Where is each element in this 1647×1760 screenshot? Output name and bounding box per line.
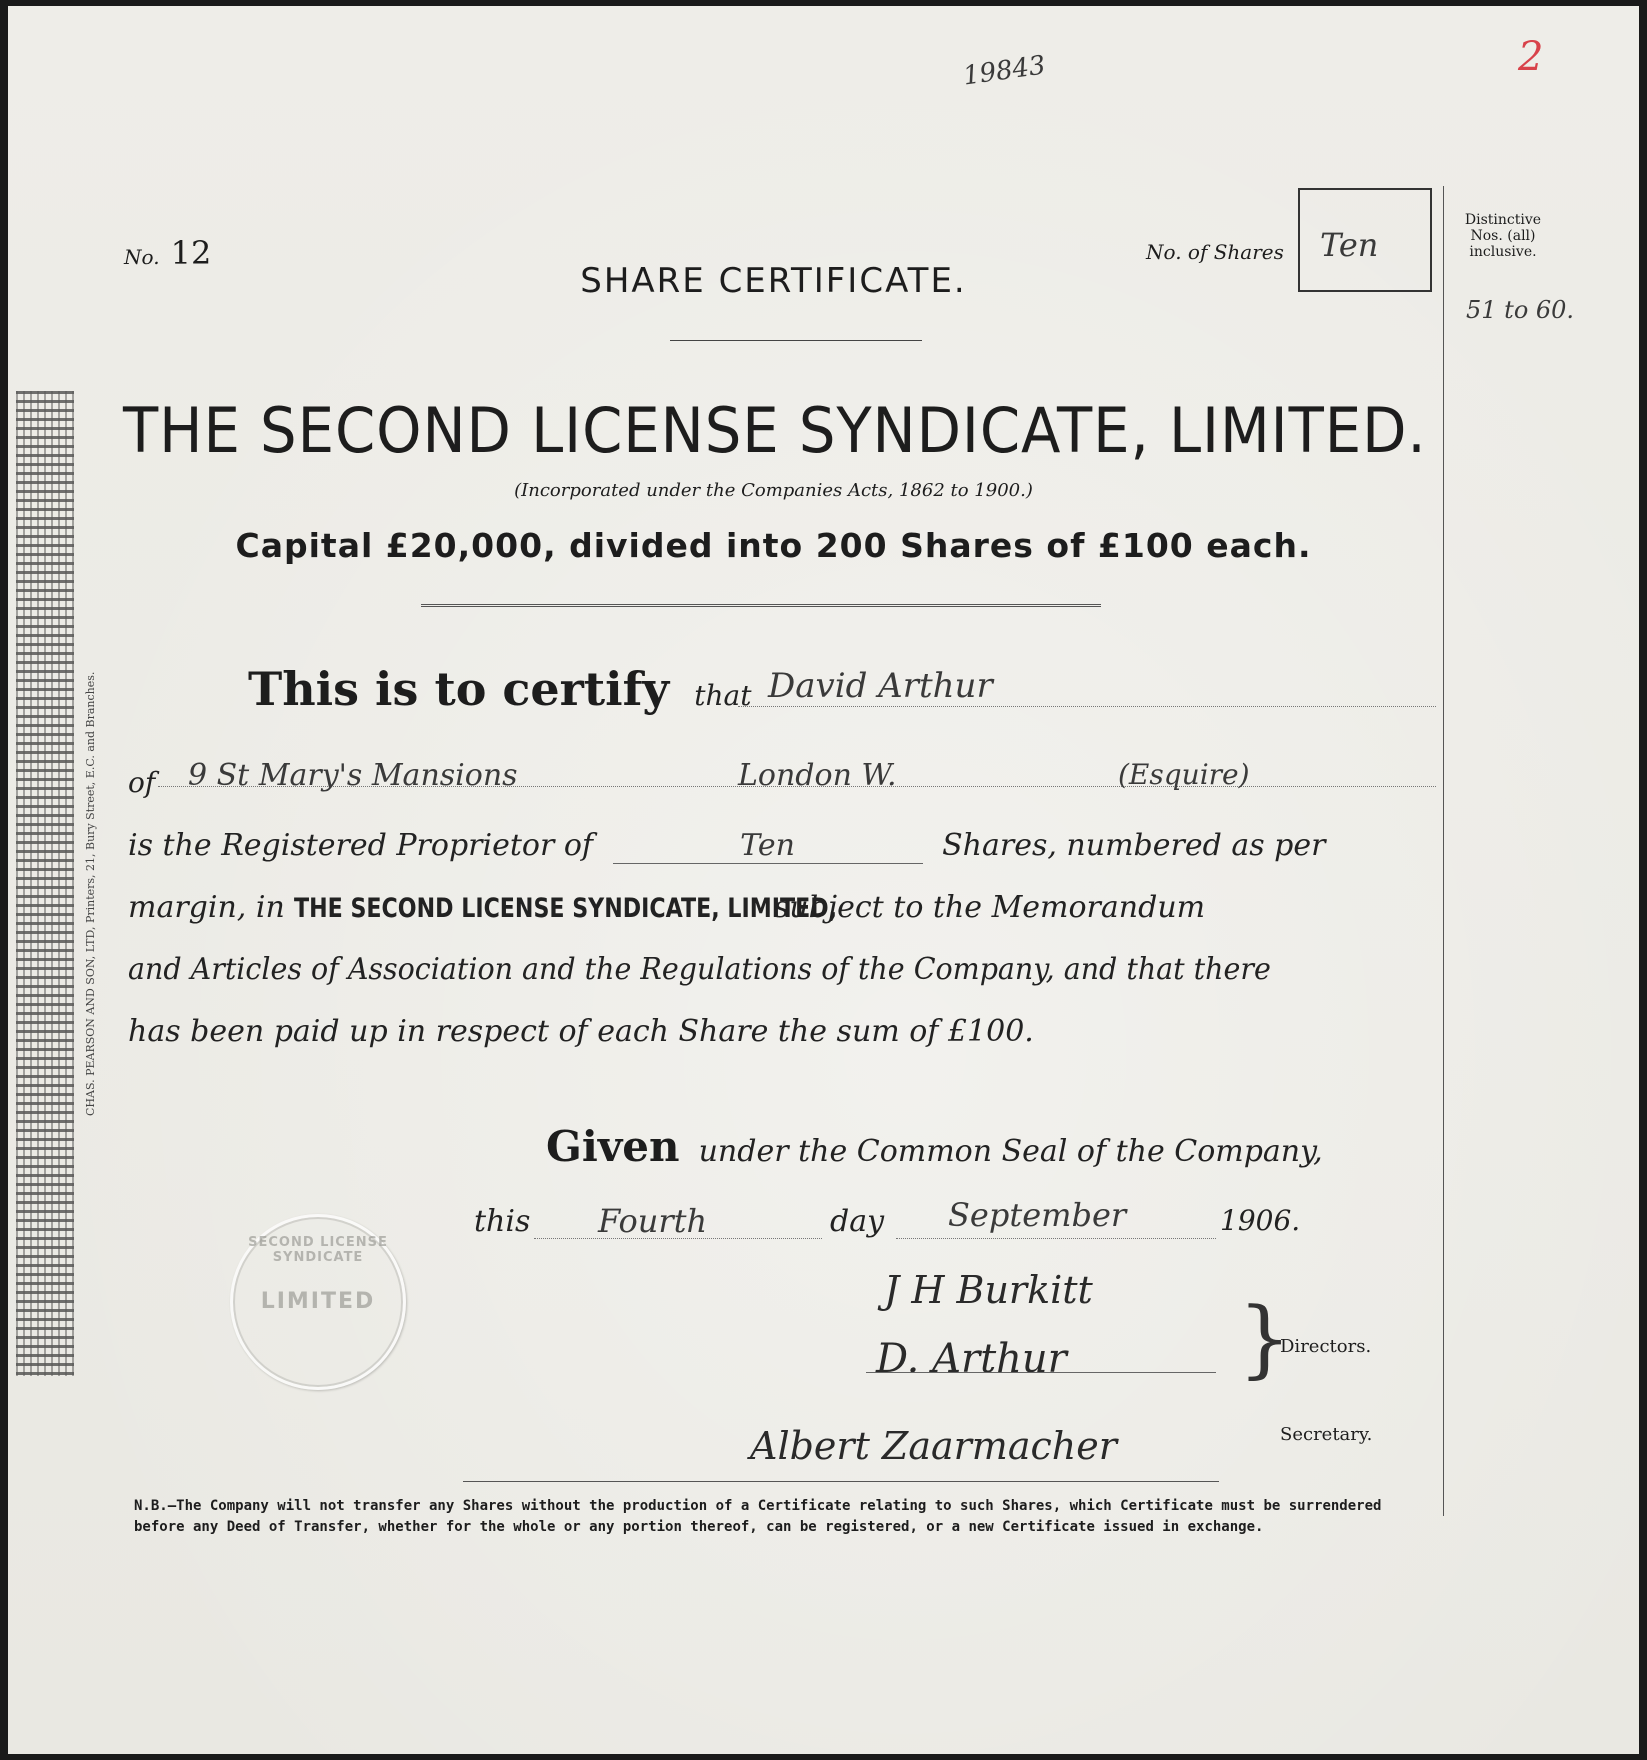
body-line-2-b: subject to the Memorandum [773, 890, 1206, 925]
body-company: THE SECOND LICENSE SYNDICATE, LIMITED, [294, 893, 838, 924]
body-line-2 [128, 890, 1448, 925]
director-signature-1: J H Burkitt [884, 1268, 1093, 1312]
heading-rule [670, 340, 922, 341]
certificate-heading: SHARE CERTIFICATE. [580, 261, 967, 301]
holder-city: London W. [738, 758, 897, 793]
printer-imprint: CHAS. PEARSON AND SON, LTD, Printers, 21, Bury Street, E.C. and Branches. [84, 671, 97, 1116]
year: 1906. [1220, 1204, 1301, 1237]
share-certificate [8, 6, 1639, 1754]
body-line-1-b: Shares, numbered as per [942, 828, 1326, 863]
secretary-label: Secretary. [1280, 1424, 1373, 1445]
capital-rule [421, 604, 1101, 607]
directors-brace: } [1238, 1289, 1292, 1387]
page-mark: 2 [1518, 34, 1544, 80]
shares-count-box [1298, 188, 1432, 292]
body-line-2-a: margin, in [128, 890, 285, 925]
month-value: September [948, 1196, 1127, 1234]
secretary-signature-rule [463, 1481, 1219, 1482]
company-seal [230, 1214, 406, 1390]
holder-address: 9 St Mary's Mansions [188, 758, 518, 793]
incorporation-note: (Incorporated under the Companies Acts, 1862 to 1900.) [514, 480, 1033, 501]
secretary-signature: Albert Zaarmacher [750, 1424, 1117, 1468]
month-line [896, 1238, 1216, 1239]
given-line [546, 1122, 1323, 1171]
distinctive-numbers-label: Distinctive Nos. (all) inclusive. [1464, 212, 1542, 260]
holder-title: (Esquire) [1118, 758, 1250, 791]
of-label: of [128, 766, 156, 799]
certificate-number-value: 12 [170, 234, 212, 272]
certify-that: that [694, 679, 752, 712]
directors-label: Directors. [1280, 1336, 1372, 1357]
director-signature-2: D. Arthur [876, 1336, 1067, 1382]
archive-number: 19843 [961, 50, 1048, 92]
company-name: THE SECOND LICENSE SYNDICATE, LIMITED. [123, 394, 1427, 467]
body-line-1-a: is the Registered Proprietor of [128, 828, 594, 863]
body-shares: Ten [613, 828, 923, 864]
day-label: day [830, 1204, 885, 1239]
certificate-number-label: No. [124, 245, 160, 269]
shares-count-label: No. of Shares [1146, 240, 1284, 264]
distinctive-numbers-value: 51 to 60. [1466, 296, 1575, 324]
transfer-note: N.B.—The Company will not transfer any Shares without the production of a Certificate relating to such Shares, which Certificate must be surrendered before any Deed of Transfer, whether for the whole or any portion thereof, can be registered, or a new Certificate issued in exchange. [134, 1498, 1382, 1535]
day-value: Fourth [598, 1202, 708, 1240]
this-label: this [474, 1204, 531, 1239]
given-rest: under the Common Seal of the Company, [698, 1134, 1323, 1169]
certify-lead: This is to certify [248, 662, 670, 716]
given-word: Given [546, 1122, 680, 1171]
capital-statement: Capital £20,000, divided into 200 Shares of £100 each. [235, 526, 1312, 565]
directors-signature-rule [866, 1372, 1216, 1373]
seal-center-text: LIMITED [260, 1289, 376, 1314]
shares-count-value: Ten [1320, 226, 1379, 264]
seal-ring-text: SECOND LICENSE SYNDICATE [248, 1235, 388, 1265]
body-line-3: and Articles of Association and the Regulations of the Company, and that there [128, 952, 1271, 987]
body-line-1 [128, 828, 1448, 864]
body-line-4: has been paid up in respect of each Share the sum of £100. [128, 1014, 1034, 1049]
holder-name-line [738, 706, 1436, 707]
holder-name: David Arthur [768, 666, 993, 706]
